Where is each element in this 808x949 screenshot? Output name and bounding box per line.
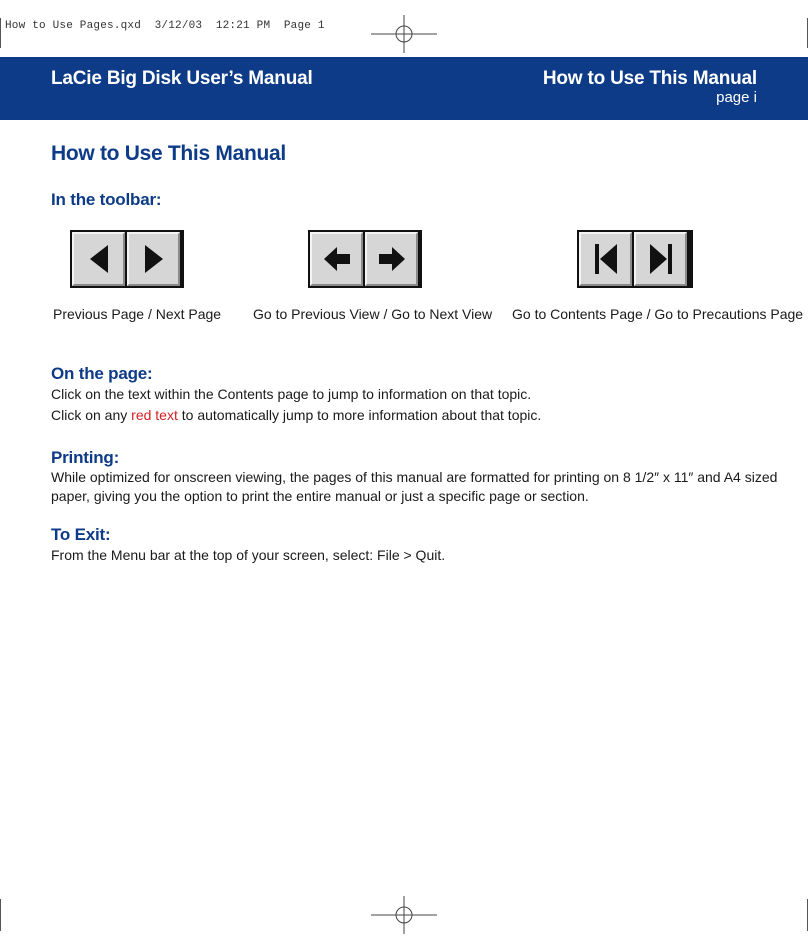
on-page-heading: On the page:	[51, 364, 153, 383]
page-nav-buttons	[70, 230, 184, 288]
header-banner	[0, 57, 808, 120]
next-page-button[interactable]	[127, 232, 180, 286]
crop-mark	[0, 18, 1, 48]
print-slug: How to Use Pages.qxd 3/12/03 12:21 PM Page 1	[5, 20, 325, 32]
view-nav-caption: Go to Previous View / Go to Next View	[253, 306, 493, 322]
crop-mark	[0, 899, 1, 931]
precautions-page-button[interactable]	[634, 232, 687, 286]
manual-title: LaCie Big Disk User’s Manual	[51, 68, 313, 89]
registration-mark-bottom	[371, 896, 437, 934]
red-text-link[interactable]: red text	[131, 407, 178, 423]
on-page-text-after: to automatically jump to more information about that topic.	[177, 407, 542, 423]
triangle-left-icon	[88, 244, 110, 274]
exit-heading: To Exit:	[51, 525, 111, 544]
toolbar-heading: In the toolbar:	[51, 190, 162, 209]
triangle-right-icon	[143, 244, 165, 274]
printing-line-2: paper, giving you the option to print the entire manual or just a specific page or section.	[51, 488, 589, 504]
skip-to-start-icon	[593, 243, 619, 275]
previous-page-button[interactable]	[72, 232, 125, 286]
printing-line-1: While optimized for onscreen viewing, the pages of this manual are formatted for printing on 8 1/2″ x 11″ and A4 sized	[51, 469, 778, 485]
exit-line-1: From the Menu bar at the top of your screen, select: File > Quit.	[51, 547, 446, 563]
on-page-text-before: Click on any	[51, 407, 132, 423]
jump-nav-buttons	[577, 230, 693, 288]
section-title: How to Use This Manual	[542, 68, 757, 89]
previous-view-button[interactable]	[310, 232, 363, 286]
on-page-line-2	[51, 407, 541, 423]
page-nav-caption: Previous Page / Next Page	[53, 306, 222, 322]
registration-mark-top	[371, 15, 437, 53]
view-nav-buttons	[308, 230, 422, 288]
page-number: page i	[716, 89, 757, 106]
skip-to-end-icon	[648, 243, 674, 275]
contents-page-button[interactable]	[579, 232, 632, 286]
page-title: How to Use This Manual	[51, 142, 286, 165]
printing-heading: Printing:	[51, 448, 120, 467]
next-view-button[interactable]	[365, 232, 418, 286]
on-page-line-1: Click on the text within the Contents page to jump to information on that topic.	[51, 386, 532, 402]
arrow-right-icon	[378, 246, 406, 272]
jump-nav-caption: Go to Contents Page / Go to Precautions Page	[512, 306, 804, 322]
arrow-left-icon	[323, 246, 351, 272]
